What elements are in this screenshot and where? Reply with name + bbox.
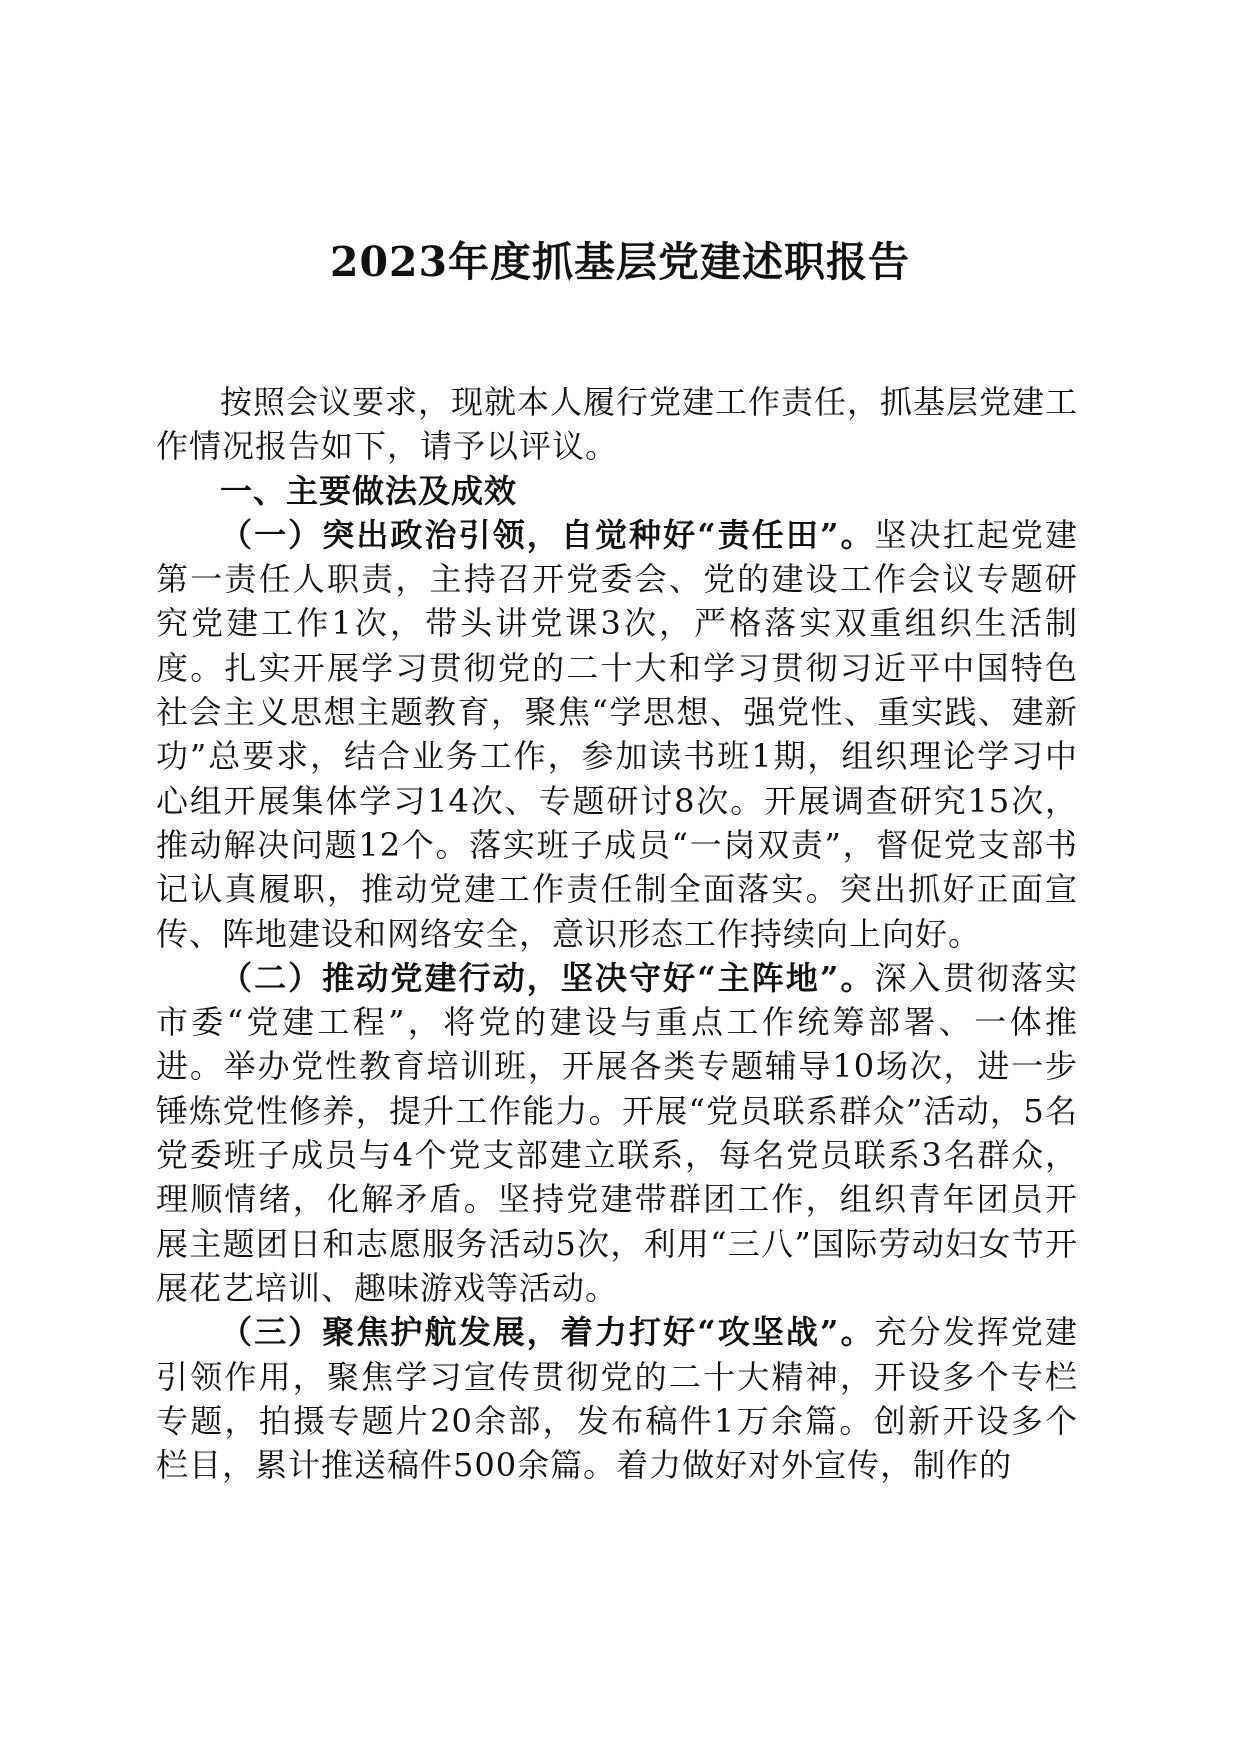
intro-paragraph: 按照会议要求，现就本人履行党建工作责任，抓基层党建工作情况报告如下，请予以评议。: [156, 383, 1079, 466]
item-heading-3: （三）聚焦护航发展，着力打好“攻坚战”。: [220, 1313, 875, 1352]
item-heading-2: （二）推动党建行动，坚决守好“主阵地”。: [220, 958, 875, 997]
item-text-2: 深入贯彻落实市委“党建工程”，将党的建设与重点工作统筹部署、一体推进。举办党性教育培训班，开展各类专题辅导10场次，进一步锤炼党性修养，提升工作能力。开展“党员联系群众”活动，5名党委班子成员与4个党支部建立联系，每名党员联系3名群众，理顺情绪，化解矛盾。坚持党建带群团工作，组织青年团员开展主题团日和志愿服务活动5次，利用“三八”国际劳动妇女节开展花艺培训、趣味游戏等活动。: [156, 958, 1078, 1307]
item-text-1: 坚决扛起党建第一责任人职责，主持召开党委会、党的建设工作会议专题研究党建工作1次，带头讲党课3次，严格落实双重组织生活制度。扎实开展学习贯彻党的二十大和学习贯彻习近平中国特色社会主义思想主题教育，聚焦“学思想、强党性、重实践、建新功”总要求，结合业务工作，参加读书班1期，组织理论学习中心组开展集体学习14次、专题研讨8次。开展调查研究15次，推动解决问题12个。落实班子成员“一岗双责”，督促党支部书记认真履职，推动党建工作责任制全面落实。突出抓好正面宣传、阵地建设和网络安全，意识形态工作持续向上向好。: [156, 515, 1078, 953]
section-heading-1: 一、主要做法及成效: [220, 471, 518, 510]
item-text-3: 充分发挥党建引领作用，聚焦学习宣传贯彻党的二十大精神，开设多个专栏专题，拍摄专题片20余部，发布稿件1万余篇。创新开设多个栏目，累计推送稿件500余篇。着力做好对外宣传，制作的: [156, 1313, 1078, 1485]
document-title: 2023年度抓基层党建述职报告: [329, 238, 911, 286]
document-body: [156, 380, 1078, 1487]
item-heading-1: （一）突出政治引领，自觉种好“责任田”。: [220, 515, 875, 554]
item-paragraph-1: [156, 513, 1078, 956]
item-paragraph-3: [156, 1310, 1078, 1487]
item-paragraph-2: [156, 956, 1078, 1310]
